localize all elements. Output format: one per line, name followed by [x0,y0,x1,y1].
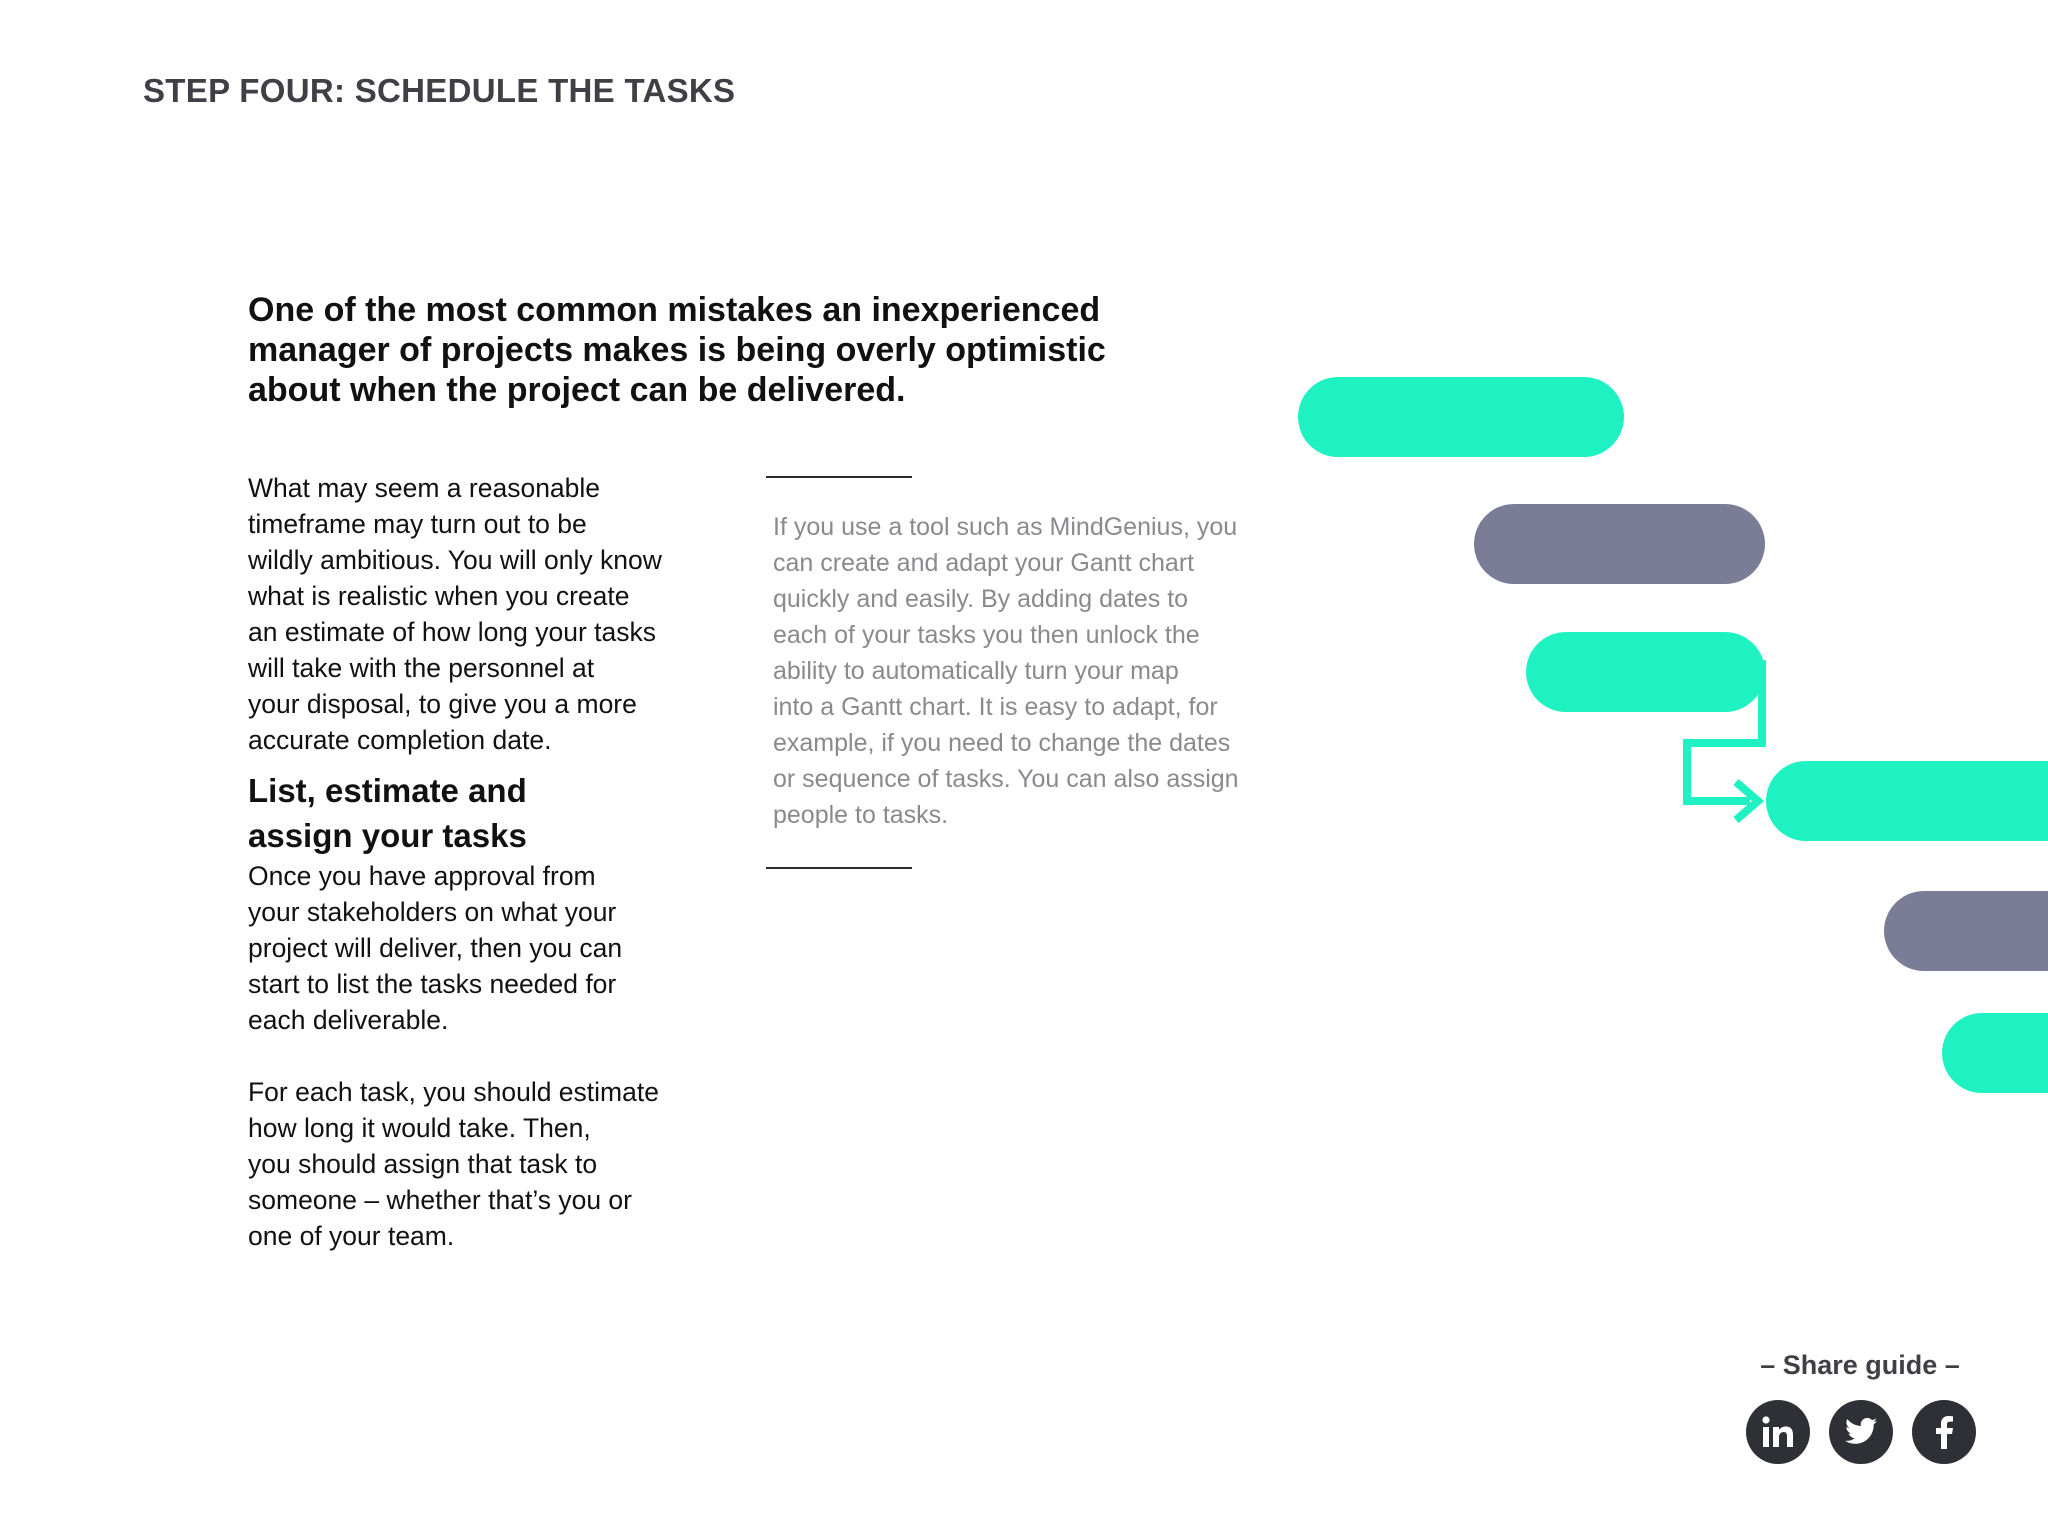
intro-line: What may seem a reasonable [248,473,601,503]
gantt-bar-5 [1884,891,2048,971]
paragraph-line: Once you have approval from [248,861,596,891]
section-heading-line: List, estimate and [248,772,527,809]
callout-line: into a Gantt chart. It is easy to adapt, for [773,693,1218,721]
callout-line: each of your tasks you then unlock the [773,621,1200,649]
intro-line: wildly ambitious. You will only know [248,545,662,575]
dependency-arrow-icon [1680,660,1780,825]
step-title: STEP FOUR: SCHEDULE THE TASKS [143,72,736,109]
intro-line: timeframe may turn out to be [248,509,587,539]
gantt-bar-2 [1474,504,1765,584]
intro-line: will take with the personnel at [248,653,595,683]
callout-line: ability to automatically turn your map [773,657,1179,685]
paragraph-line: each deliverable. [248,1005,449,1035]
paragraph-line: your stakeholders on what your [248,897,617,927]
paragraph-line: you should assign that task to [248,1149,598,1179]
facebook-icon [1934,1415,1954,1449]
paragraph-line: For each task, you should estimate [248,1077,659,1107]
intro-paragraph [248,470,718,758]
paragraph-line: how long it would take. Then, [248,1113,591,1143]
gantt-bar-4 [1766,761,2048,841]
section-paragraph-1 [248,858,718,1038]
section-paragraph-2 [248,1074,718,1254]
gantt-bar-6 [1942,1013,2048,1093]
body-column [248,470,718,1254]
paragraph-line: project will deliver, then you can [248,933,623,963]
linkedin-button[interactable] [1746,1400,1810,1464]
intro-line: your disposal, to give you a more [248,689,637,719]
linkedin-icon [1761,1415,1795,1449]
callout-text [766,509,1246,833]
lead-statement [248,290,1148,410]
twitter-button[interactable] [1829,1400,1893,1464]
section-heading [248,768,718,858]
lead-line: One of the most common mistakes an inexperienced [248,291,1101,329]
tip-callout [766,476,1246,869]
share-label: – Share guide – [1760,1350,1960,1380]
facebook-button[interactable] [1912,1400,1976,1464]
intro-line: accurate completion date. [248,725,552,755]
callout-line: people to tasks. [773,801,949,829]
section-heading-line: assign your tasks [248,817,527,854]
intro-line: an estimate of how long your tasks [248,617,657,647]
paragraph-line: start to list the tasks needed for [248,969,617,999]
twitter-icon [1844,1417,1878,1447]
lead-line: about when the project can be delivered. [248,371,906,409]
callout-line: quickly and easily. By adding dates to [773,585,1189,613]
callout-rule-top [766,476,912,478]
callout-line: If you use a tool such as MindGenius, you [773,513,1238,541]
gantt-bar-1 [1298,377,1624,457]
callout-line: or sequence of tasks. You can also assign [773,765,1239,793]
paragraph-line: someone – whether that’s you or [248,1185,632,1215]
intro-line: what is realistic when you create [248,581,630,611]
callout-line: example, if you need to change the dates [773,729,1231,757]
lead-line: manager of projects makes is being overly optimistic [248,331,1106,369]
callout-line: can create and adapt your Gantt chart [773,549,1195,577]
paragraph-line: one of your team. [248,1221,455,1251]
callout-rule-bottom [766,867,912,869]
